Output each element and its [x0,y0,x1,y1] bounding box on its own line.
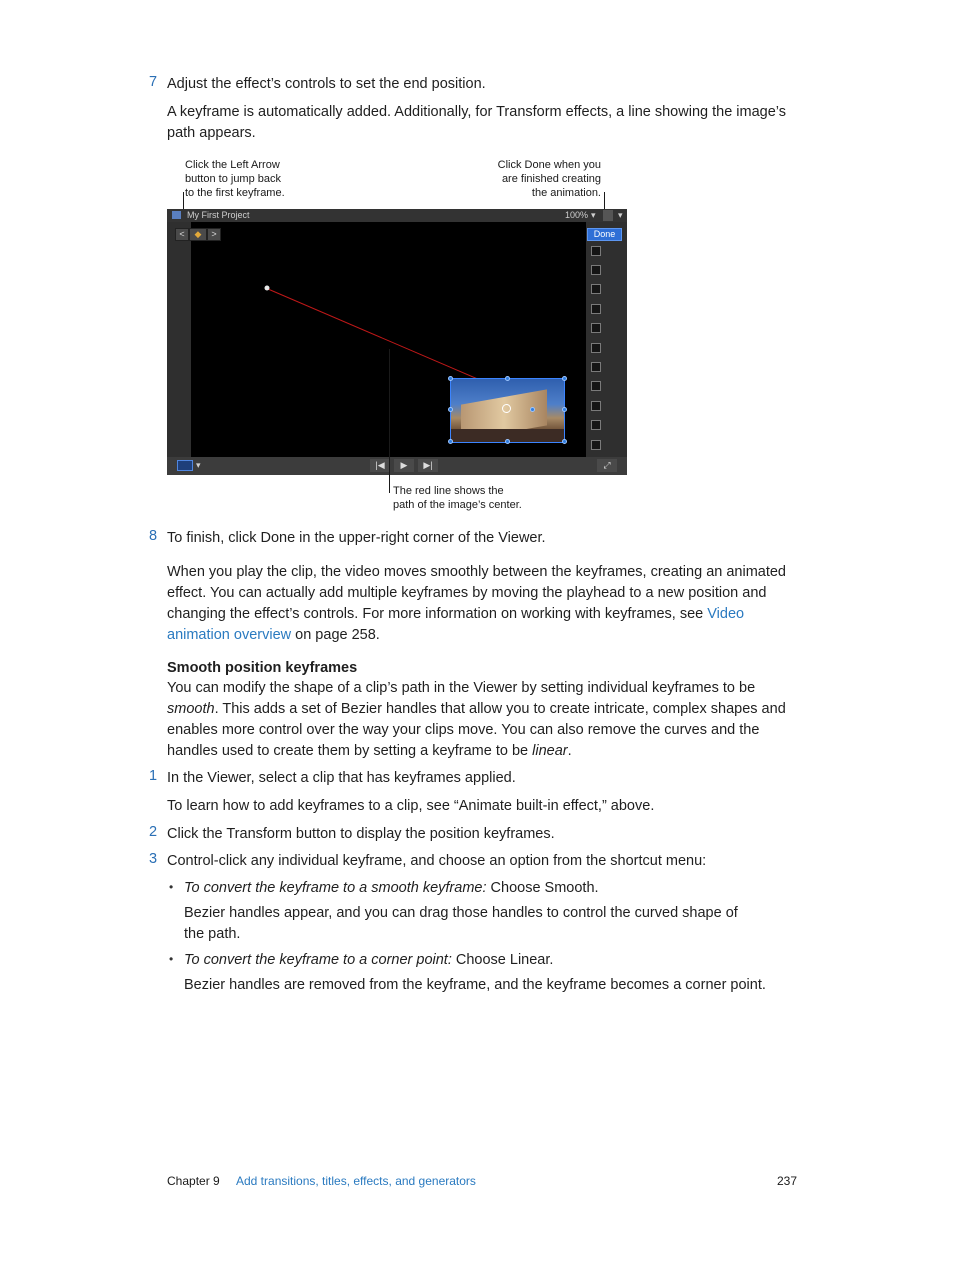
callout-right-line-3: the animation. [531,187,601,199]
left-arrow-icon: < [179,229,185,239]
transform-handle[interactable] [448,376,453,381]
section-heading: Smooth position keyframes [167,660,358,676]
bullet-1-italic: To convert the keyframe to a smooth keyframe: [184,880,487,896]
transform-handle[interactable] [448,439,453,444]
step-7-paragraph: A keyframe is automatically added. Additionally, for Transform effects, a line showing the image’s path appears. [167,104,786,141]
step-7-text: Adjust the effect’s controls to set the end position. [167,76,486,92]
step-8-number: 8 [149,528,158,544]
done-button[interactable]: Done [587,228,622,241]
bullet-1-text [184,878,599,899]
tool-menu-chevron-icon[interactable]: ▾ [196,460,201,470]
go-to-start-button[interactable] [370,459,390,472]
bullet-1-paragraph: Bezier handles appear, and you can drag those handles to control the curved shape of the path. [184,905,738,942]
callout-left-line-2: button to jump back [185,173,282,185]
bullet-2: • [169,952,174,966]
keyframe-diamond-icon: ◆ [194,229,202,239]
bullet-1-rest: Choose Smooth. [486,880,599,896]
step-2-number: 2 [149,824,158,840]
bullet-2-text [184,950,553,971]
callout-right-line-2: are finished creating [501,173,601,185]
transform-handle[interactable] [448,407,453,412]
section-para-linear: linear [532,743,568,759]
section-para-part-3: . This adds a set of Bezier handles that allow you to create intricate, complex shapes and enables more control over the way your clips move. You can also remove the curves and the handles used to create them by setting a keyframe to be [167,701,786,759]
step-3-number: 3 [149,851,158,867]
fullscreen-button[interactable] [597,459,617,472]
step-8-paragraph [167,562,807,646]
transform-handle[interactable] [562,376,567,381]
rotation-handle[interactable] [530,407,535,412]
callout-left-arrow [185,158,315,200]
play-button[interactable] [394,459,414,472]
footer-page-number: 237 [777,1174,798,1188]
video-animation-overview-link[interactable]: Video animation overview [167,606,745,643]
zoom-level[interactable]: 100% [565,210,589,220]
footer-chapter-title-link[interactable]: Add transitions, titles, effects, and generators [236,1174,476,1188]
zoom-chevron-icon[interactable]: ▾ [591,210,596,220]
transform-tool-icon[interactable] [177,460,193,471]
section-para-part-5: . [567,743,572,759]
viewer-bottom-bar [167,457,627,475]
skip-back-icon: |◀ [375,460,385,470]
callout-left-line-3: to the first keyframe. [185,187,285,199]
step-8-paragraph-end: on page 258. [291,627,380,643]
callout-done [470,158,601,200]
motion-path-line [268,289,508,392]
bullet-2-paragraph: Bezier handles are removed from the keyframe, and the keyframe becomes a corner point. [184,977,766,993]
footer-chapter: Chapter 9 [167,1174,220,1188]
bullet-1: • [169,880,174,894]
step-7-number: 7 [149,74,158,90]
play-icon: ▶ [400,460,408,470]
callout-left-line-1: Click the Left Arrow [185,159,280,171]
step-1-number: 1 [149,768,158,784]
anchor-point-icon[interactable] [502,404,511,413]
callout-bottom-line-2: path of the image’s center. [393,499,522,511]
right-arrow-icon: > [211,229,217,239]
transform-handle[interactable] [505,376,510,381]
start-keyframe-icon[interactable] [265,286,270,291]
step-1-text: In the Viewer, select a clip that has keyframes applied. [167,770,516,786]
callout-bottom-leader [389,349,390,493]
step-2-text: Click the Transform button to display the position keyframes. [167,826,555,842]
skip-forward-icon: ▶| [423,460,433,470]
viewer-screenshot [167,209,627,475]
expand-icon: ⤢ [603,460,611,470]
viewer-title: My First Project [187,210,250,220]
step-8-text: To finish, click Done in the upper-right corner of the Viewer. [167,530,546,546]
step-8-paragraph-text: When you play the clip, the video moves smoothly between the keyframes, creating an animated effect. You can actually add multiple keyframes by moving the playhead to a new position and changing the effect’s controls. For more information on working with keyframes, see [167,564,786,622]
callout-right-line-1: Click Done when you [497,159,601,171]
bullet-2-italic: To convert the keyframe to a corner point: [184,952,452,968]
bullet-2-rest: Choose Linear. [451,952,554,968]
section-paragraph [167,678,797,762]
callout-red-line [393,484,553,512]
transform-handle[interactable] [505,439,510,444]
go-to-end-button[interactable] [418,459,438,472]
step-1-paragraph: To learn how to add keyframes to a clip, see “Animate built-in effect,” above. [167,798,655,814]
section-para-part-1: You can modify the shape of a clip’s path in the Viewer by setting individual keyframes to be [167,680,756,696]
section-para-smooth: smooth [167,701,215,717]
callout-bottom-line-1: The red line shows the [393,485,504,497]
step-3-text: Control-click any individual keyframe, and choose an option from the shortcut menu: [167,853,707,869]
transform-handle[interactable] [562,407,567,412]
view-chevron-icon[interactable]: ▾ [618,210,623,220]
transform-handle[interactable] [562,439,567,444]
